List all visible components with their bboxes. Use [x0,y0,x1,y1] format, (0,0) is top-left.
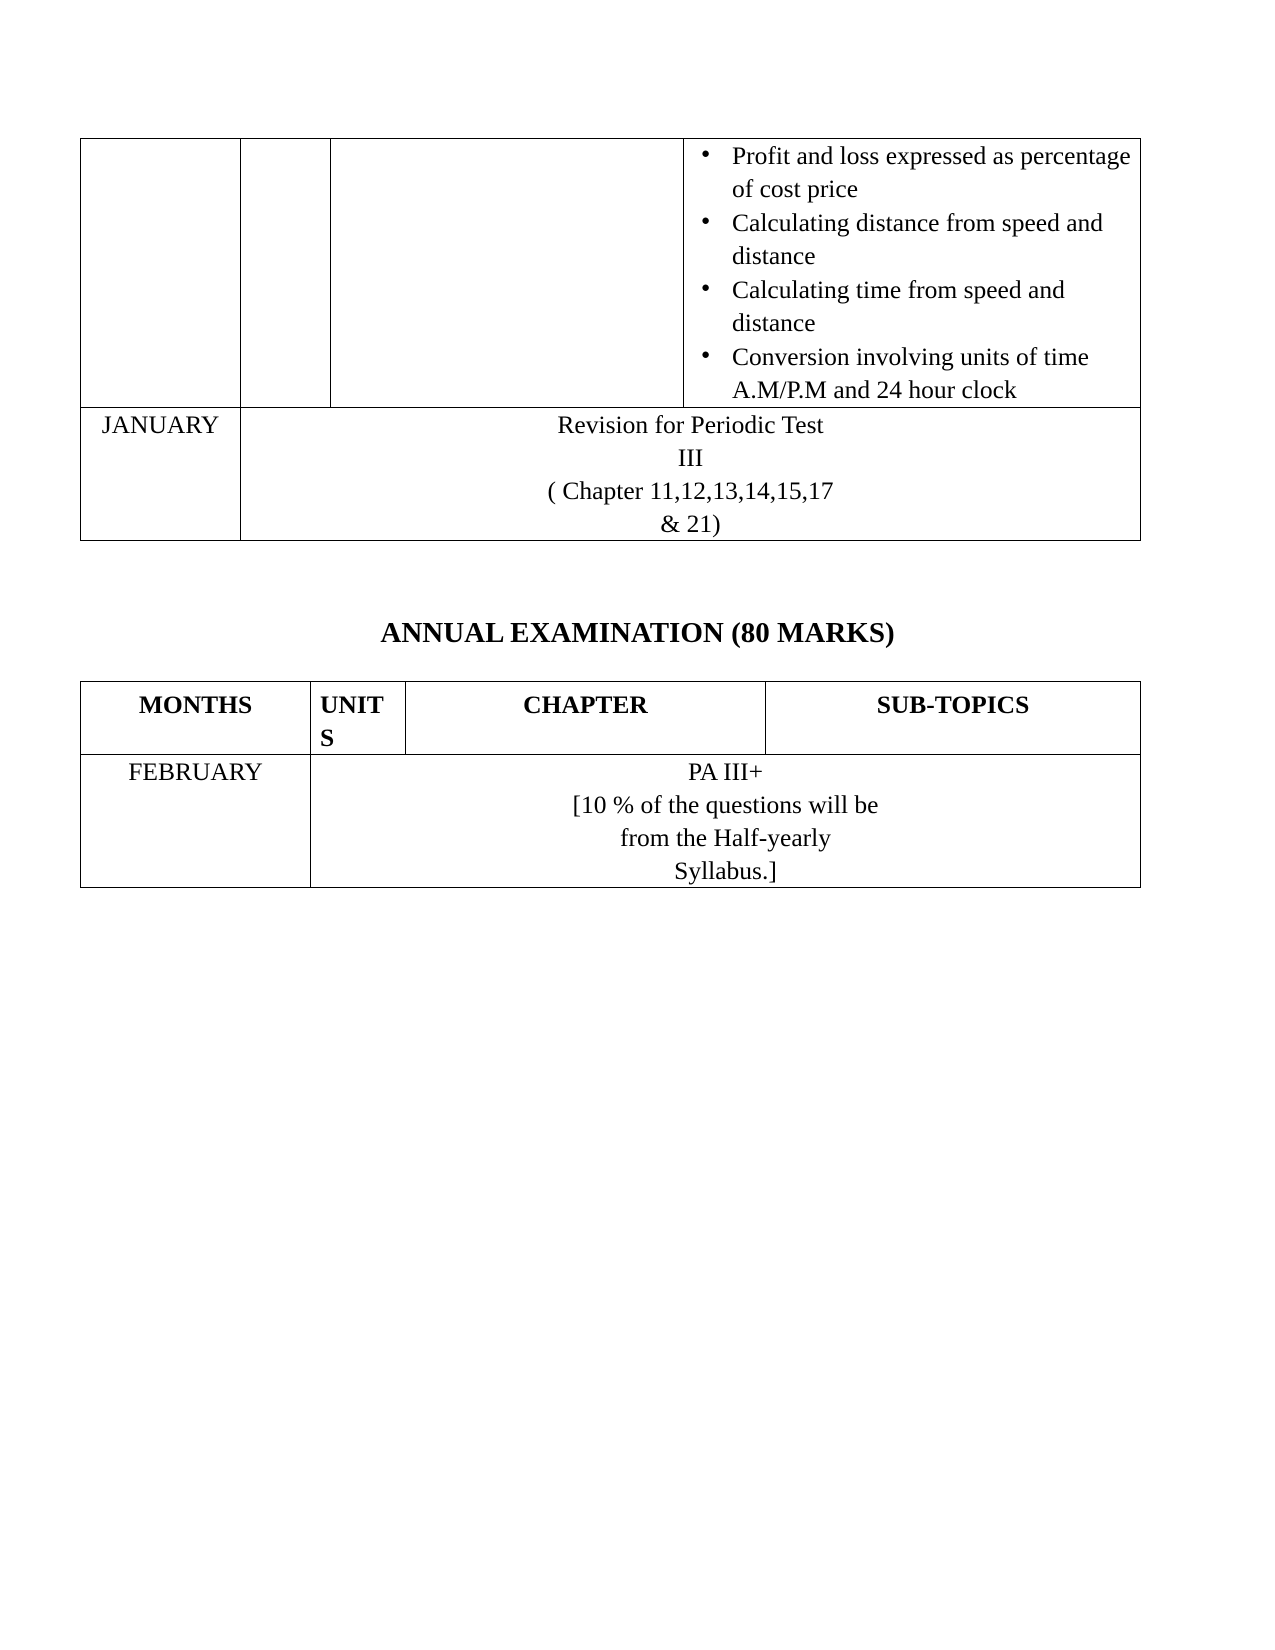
column-header-chapter: CHAPTER [406,682,766,755]
revision-line: ( Chapter 11,12,13,14,15,17 [547,476,834,505]
cell-months [81,139,241,408]
cell-february-chapter [311,755,1141,888]
table-row [81,139,1141,408]
table-row [81,755,1141,888]
annual-exam-table [80,681,1141,888]
column-header-months: MONTHS [81,682,311,755]
cell-chapter [331,139,684,408]
revision-line: Revision for Periodic Test [557,410,824,439]
table-header-row [81,682,1141,755]
cell-revision-chapter [241,408,1141,541]
cell-units [241,139,331,408]
revision-line: III [677,443,704,472]
list-item: ● Calculating distance from speed and distance [684,206,1140,272]
table-row [81,408,1141,541]
cell-month-february: FEBRUARY [81,755,311,888]
list-item: ● Calculating time from speed and distance [684,273,1140,339]
page-title: ANNUAL EXAMINATION (80 MARKS) [380,617,895,649]
list-item: ● Profit and loss expressed as percentage of cost price [684,139,1140,205]
units-line-1: UNIT [320,690,384,719]
february-line: PA III+ [687,757,764,786]
column-header-sub-topics: SUB-TOPICS [766,682,1141,755]
february-line: from the Half-yearly [620,823,831,852]
february-line: Syllabus.] [674,856,777,885]
cell-sub-topics [684,139,1141,408]
sub-topics-list [684,139,1140,406]
units-line-2: S [320,723,335,752]
february-line: [10 % of the questions will be [572,790,879,819]
list-item: ● Conversion involving units of time A.M/P.M and 24 hour clock [684,340,1140,406]
revision-line: & 21) [660,509,721,538]
syllabus-table-continued [80,138,1141,541]
column-header-units [311,682,406,755]
cell-month-january: JANUARY [81,408,241,541]
